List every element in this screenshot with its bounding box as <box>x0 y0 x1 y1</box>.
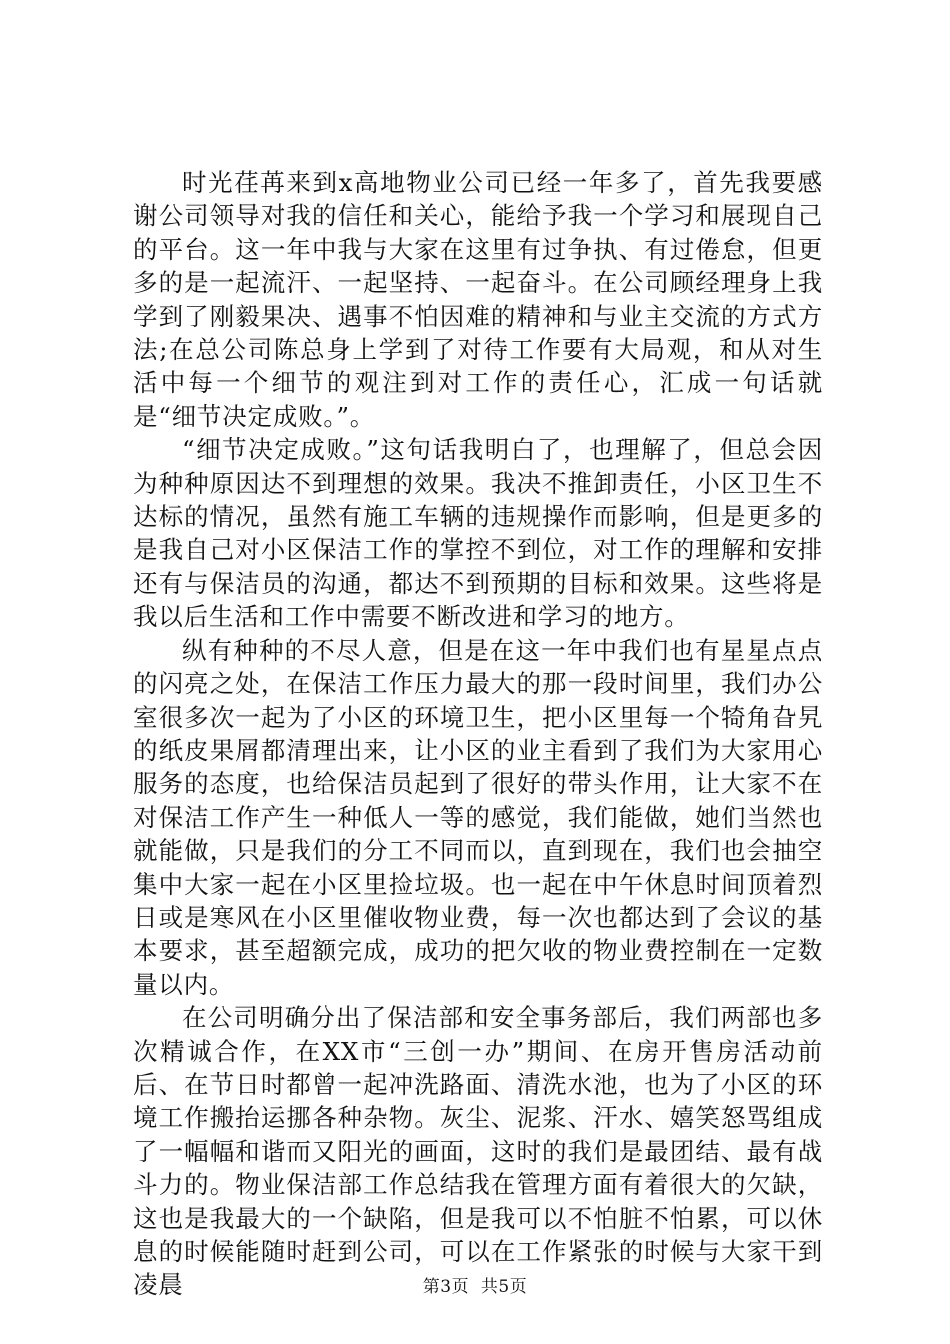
paragraph-4: 在公司明确分出了保洁部和安全事务部后，我们两部也多次精诚合作，在XX市“三创一办”期间、在房开售房活动前后、在节日时都曾一起冲洗路面、清洗水池，也为了小区的环境工作搬抬运挪各种杂物。灰尘、泥浆、汗水、嬉笑怒骂组成了一幅幅和谐而又阳光的画面，这时的我们是最团结、最有战斗力的。物业保洁部工作总结我在管理方面有着很大的欠缺，这也是我最大的一个缺陷，但是我可以不怕脏不怕累，可以休息的时候能随时赶到公司，可以在工作紧张的时候与大家干到凌晨 <box>133 1003 823 1300</box>
document-body <box>133 166 823 1302</box>
paragraph-3: 纵有种种的不尽人意，但是在这一年中我们也有星星点点的闪亮之处，在保洁工作压力最大的那一段时间里，我们办公室很多次一起为了小区的环境卫生，把小区里每一个犄角旮旯的纸皮果屑都清理出来，让小区的业主看到了我们为大家用心服务的态度，也给保洁员起到了很好的带头作用，让大家不在对保洁工作产生一种低人一等的感觉，我们能做，她们当然也就能做，只是我们的分工不同而以，直到现在，我们也会抽空集中大家一起在小区里捡垃圾。也一起在中午休息时间顶着烈日或是寒风在小区里催收物业费，每一次也都达到了会议的基本要求，甚至超额完成，成功的把欠收的物业费控制在一定数量以内。 <box>133 635 823 999</box>
page-number: 第3页 <box>422 1277 470 1297</box>
page-footer <box>0 1276 950 1298</box>
paragraph-1: 时光荏苒来到x高地物业公司已经一年多了，首先我要感谢公司领导对我的信任和关心，能给予我一个学习和展现自己的平台。这一年中我与大家在这里有过争执、有过倦怠，但更多的是一起流汗、一起坚持、一起奋斗。在公司顾经理身上我学到了刚毅果决、遇事不怕因难的精神和与业主交流的方式方法;在总公司陈总身上学到了对待工作要有大局观，和从对生活中每一个细节的观注到对工作的责任心，汇成一句话就是“细节决定成败。”。 <box>133 168 823 431</box>
page-total: 共5页 <box>480 1277 528 1297</box>
paragraph-2: “细节决定成败。”这句话我明白了，也理解了，但总会因为种种原因达不到理想的效果。我决不推卸责任，小区卫生不达标的情况，虽然有施工车辆的违规操作而影响，但是更多的是我自己对小区保洁工作的掌控不到位，对工作的理解和安排还有与保洁员的沟通，都达不到预期的目标和效果。这些将是我以后生活和工作中需要不断改进和学习的地方。 <box>133 435 823 632</box>
